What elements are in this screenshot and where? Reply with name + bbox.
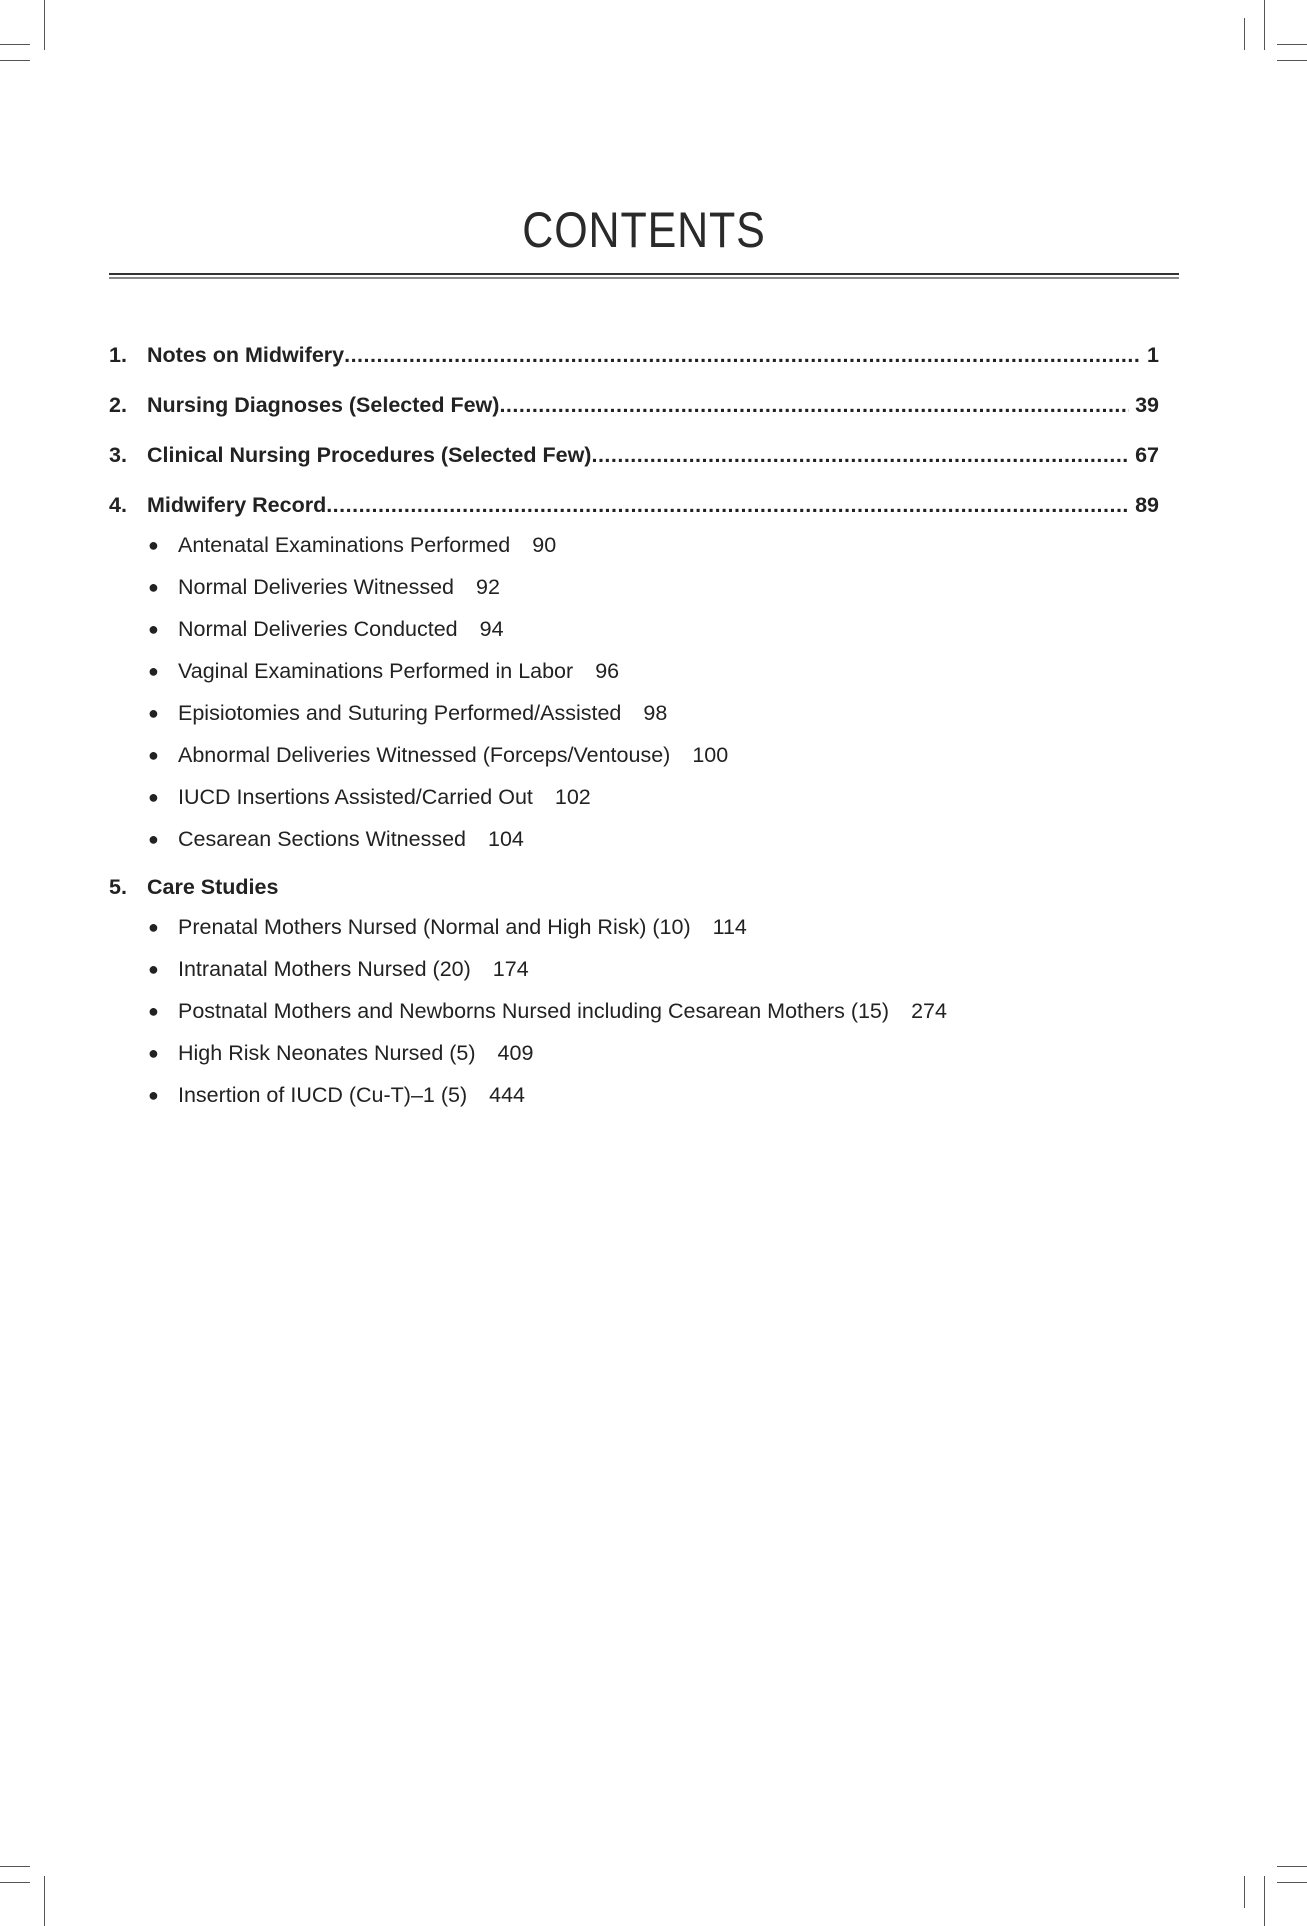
bullet-icon: ● — [148, 917, 159, 937]
toc-subsection[interactable] — [109, 692, 1159, 734]
chapter-number: 2. — [109, 393, 127, 417]
subsection-title: Postnatal Mothers and Newborns Nursed including Cesarean Mothers (15) — [178, 999, 890, 1023]
toc-subsection[interactable] — [109, 990, 1159, 1032]
chapter-title: Clinical Nursing Procedures (Selected Few) — [147, 443, 592, 467]
toc-subsection[interactable] — [109, 948, 1159, 990]
chapter-title: Midwifery Record — [147, 493, 327, 517]
bullet-icon: ● — [148, 829, 159, 849]
bullet-icon: ● — [148, 703, 159, 723]
chapter-page-number: 89 — [1135, 493, 1159, 517]
bullet-icon: ● — [148, 661, 159, 681]
subsection-page-number: 90 — [532, 533, 557, 557]
subsection-page-number: 409 — [497, 1041, 534, 1065]
subsection-page-number: 444 — [489, 1083, 526, 1107]
subsection-title: Prenatal Mothers Nursed (Normal and High Risk) (10) — [178, 915, 691, 939]
chapter-number: 5. — [109, 875, 127, 899]
chapter-page-number: 67 — [1135, 443, 1159, 467]
toc-subsection[interactable] — [109, 906, 1159, 948]
toc-chapter[interactable] — [109, 872, 1159, 902]
toc-subsection[interactable] — [109, 776, 1159, 818]
crop-mark-bottom-left-v — [44, 1876, 45, 1926]
toc-subsection[interactable] — [109, 818, 1159, 860]
subsection-page-number: 94 — [479, 617, 504, 641]
toc-subsection[interactable] — [109, 1032, 1159, 1074]
subsection-title: Antenatal Examinations Performed — [178, 533, 511, 557]
subsection-page-number: 104 — [488, 827, 524, 851]
chapter-title: Notes on Midwifery — [147, 343, 345, 367]
toc-subsection[interactable] — [109, 1074, 1159, 1116]
bullet-icon: ● — [148, 619, 159, 639]
dot-leader — [499, 390, 1129, 420]
chapter-page-number: 39 — [1135, 393, 1159, 417]
crop-mark-top-right-v2 — [1264, 0, 1265, 50]
bullet-icon: ● — [148, 959, 159, 979]
chapter-title: Nursing Diagnoses (Selected Few) — [147, 393, 500, 417]
toc-chapter[interactable] — [109, 390, 1159, 420]
subsection-page-number: 274 — [911, 999, 947, 1023]
bullet-icon: ● — [148, 577, 159, 597]
crop-mark-bottom-left-h2 — [0, 1882, 30, 1883]
crop-mark-top-right-h2 — [1277, 60, 1307, 61]
subsection-page-number: 98 — [643, 701, 668, 725]
subsection-title: Vaginal Examinations Performed in Labor — [178, 659, 574, 683]
bullet-icon: ● — [148, 787, 159, 807]
subsection-title: Abnormal Deliveries Witnessed (Forceps/Ventouse) — [178, 743, 671, 767]
subsection-page-number: 174 — [492, 957, 529, 981]
bullet-icon: ● — [148, 1085, 159, 1105]
crop-mark-bottom-right-h2 — [1277, 1882, 1307, 1883]
toc-subsection[interactable] — [109, 608, 1159, 650]
chapter-page-number: 1 — [1147, 343, 1159, 367]
crop-mark-bottom-right-v2 — [1264, 1876, 1265, 1926]
toc-subsection[interactable] — [109, 524, 1159, 566]
crop-mark-top-right-v — [1244, 18, 1245, 50]
title-rule — [109, 273, 1179, 275]
table-of-contents — [109, 340, 1159, 1128]
subsection-list — [109, 906, 1159, 1116]
toc-subsection[interactable] — [109, 734, 1159, 776]
crop-mark-bottom-left-h — [0, 1866, 30, 1867]
subsection-title: Insertion of IUCD (Cu-T)–1 (5) — [178, 1083, 468, 1107]
subsection-title: Cesarean Sections Witnessed — [178, 827, 467, 851]
dot-leader — [591, 440, 1129, 470]
crop-mark-bottom-right-v — [1244, 1876, 1245, 1908]
toc-chapter[interactable] — [109, 440, 1159, 470]
dot-leader — [344, 340, 1141, 370]
subsection-title: High Risk Neonates Nursed (5) — [178, 1041, 476, 1065]
toc-chapter[interactable] — [109, 490, 1159, 520]
subsection-page-number: 114 — [712, 915, 747, 939]
toc-subsection[interactable] — [109, 650, 1159, 692]
chapter-number: 3. — [109, 443, 127, 467]
toc-subsection[interactable] — [109, 566, 1159, 608]
chapter-number: 4. — [109, 493, 127, 517]
bullet-icon: ● — [148, 1043, 159, 1063]
crop-mark-top-left-v — [44, 0, 45, 50]
bullet-icon: ● — [148, 745, 159, 765]
crop-mark-top-left-h — [0, 44, 30, 45]
bullet-icon: ● — [148, 535, 159, 555]
subsection-page-number: 96 — [595, 659, 620, 683]
subsection-page-number: 100 — [692, 743, 729, 767]
subsection-title: Intranatal Mothers Nursed (20) — [178, 957, 471, 981]
crop-mark-bottom-right-h — [1277, 1866, 1307, 1867]
bullet-icon: ● — [148, 1001, 159, 1021]
subsection-title: Normal Deliveries Conducted — [178, 617, 458, 641]
subsection-page-number: 102 — [554, 785, 591, 809]
subsection-title: Episiotomies and Suturing Performed/Assisted — [178, 701, 622, 725]
page-title: CONTENTS — [522, 202, 766, 258]
chapter-title: Care Studies — [147, 875, 279, 899]
subsection-title: Normal Deliveries Witnessed — [178, 575, 454, 599]
crop-mark-top-right-h — [1277, 44, 1307, 45]
chapter-number: 1. — [109, 343, 127, 367]
title-rule-shadow — [109, 277, 1179, 279]
subsection-list — [109, 524, 1159, 860]
subsection-page-number: 92 — [476, 575, 500, 599]
toc-chapter[interactable] — [109, 340, 1159, 370]
dot-leader — [326, 490, 1129, 520]
crop-mark-top-left-h2 — [0, 60, 30, 61]
subsection-title: IUCD Insertions Assisted/Carried Out — [178, 785, 533, 809]
